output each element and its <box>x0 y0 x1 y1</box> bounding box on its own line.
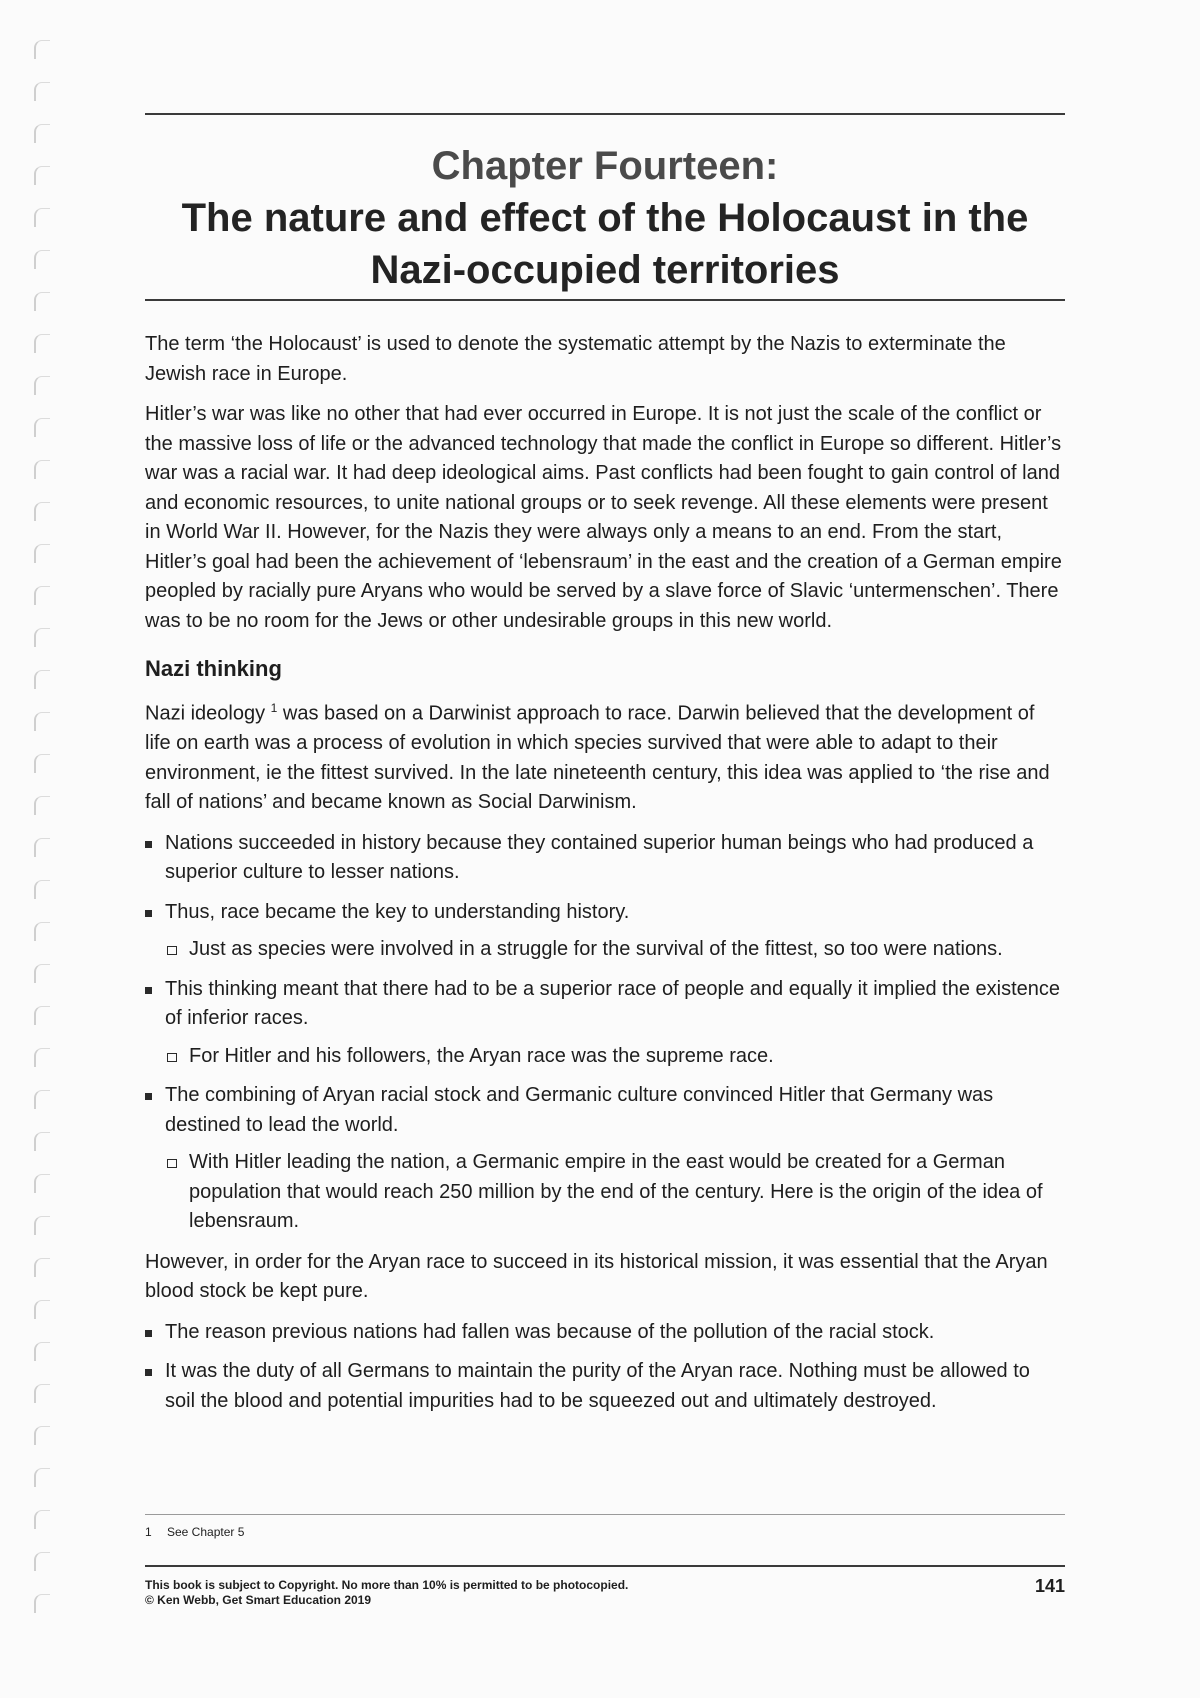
footnote-text: See Chapter 5 <box>167 1525 245 1539</box>
binding-mark <box>34 754 50 773</box>
section-heading: Nazi thinking <box>145 656 282 681</box>
binding-mark <box>34 670 50 689</box>
footnote-rule <box>145 1514 1065 1515</box>
binding-mark <box>34 1132 50 1151</box>
binding-mark <box>34 1594 50 1613</box>
binding-mark <box>34 880 50 899</box>
binding-mark <box>34 250 50 269</box>
binding-mark <box>34 1174 50 1193</box>
binding-mark <box>34 166 50 185</box>
chapter-title-line3: Nazi-occupied territories <box>370 248 840 292</box>
binding-mark <box>34 1384 50 1403</box>
sub-list-item <box>165 1042 1065 1072</box>
bullet-list-ideology <box>145 829 1065 1237</box>
bullet-text: Thus, race became the key to understanding history. <box>165 900 630 923</box>
paragraph-hitlers-war: Hitler’s war was like no other that had ever occurred in Europe. It is not just the scale of the conflict or the massive loss of life or the advanced technology that made the conflict in Europe so different. Hitler’s war was a racial war. It had deep ideological aims. Past conflicts had been fought to gain control of land and economic resources, to unite national groups or to seek revenge. All these elements were present in World War II. However, for the Nazis they were always only a means to an end. From the start, Hitler’s goal had been the achievement of ‘lebensraum’ in the east and the creation of a German empire peopled by racially pure Aryans who would be served by a slave force of Slavic ‘untermenschen’. There was to be no room for the Jews or other undesirable groups in this new world. <box>145 403 1062 632</box>
binding-mark <box>34 334 50 353</box>
footnote-reference: 1 <box>270 701 278 715</box>
bullet-list-purity <box>145 1318 1065 1417</box>
copyright-line1: This book is subject to Copyright. No more than 10% is permitted to be photocopied. <box>145 1578 629 1592</box>
bullet-text: The reason previous nations had fallen was because of the pollution of the racial stock. <box>165 1320 935 1343</box>
footer-rule <box>145 1565 1065 1567</box>
binding-mark <box>34 1426 50 1445</box>
list-item <box>145 1081 1065 1237</box>
footnote-number: 1 <box>145 1525 152 1539</box>
binding-mark <box>34 1342 50 1361</box>
chapter-body <box>145 330 1065 1427</box>
copyright-notice <box>145 1578 628 1608</box>
binding-mark <box>34 544 50 563</box>
binding-mark <box>34 124 50 143</box>
binding-mark <box>34 1258 50 1277</box>
binding-mark <box>34 586 50 605</box>
paragraph-nazi-ideology-start: Nazi ideology <box>145 702 266 725</box>
list-item <box>145 1357 1065 1416</box>
binding-mark <box>34 292 50 311</box>
title-bottom-rule <box>145 299 1065 301</box>
sub-bullet-list <box>165 935 1065 965</box>
paragraph-nazi-ideology <box>145 694 1065 818</box>
binding-mark <box>34 922 50 941</box>
binding-mark <box>34 1552 50 1571</box>
binding-mark <box>34 1090 50 1109</box>
bullet-text: The combining of Aryan racial stock and Germanic culture convinced Hitler that Germany was destined to lead the world. <box>165 1084 994 1136</box>
list-item <box>145 1318 1065 1348</box>
footnote <box>145 1525 244 1539</box>
chapter-title-line2: The nature and effect of the Holocaust in the <box>181 196 1029 240</box>
binding-mark <box>34 82 50 101</box>
sub-bullet-list <box>165 1148 1065 1237</box>
binding-mark <box>34 838 50 857</box>
binding-mark <box>34 1216 50 1235</box>
paragraph-nazi-ideology-rest: was based on a Darwinist approach to race. Darwin believed that the development of life on earth was a process of evolution in which species survived that were able to adapt to their environment, ie the fittest survived. In the late nineteenth century, this idea was applied to ‘the rise and fall of nations’ and became known as Social Darwinism. <box>145 702 1050 814</box>
binding-mark <box>34 502 50 521</box>
sub-list-item <box>165 1148 1065 1237</box>
binding-mark <box>34 40 50 59</box>
binding-mark <box>34 1510 50 1529</box>
sub-bullet-text: Just as species were involved in a struggle for the survival of the fittest, so too were nations. <box>189 938 1003 961</box>
intro-paragraph: The term ‘the Holocaust’ is used to denote the systematic attempt by the Nazis to exterminate the Jewish race in Europe. <box>145 333 1006 385</box>
binding-mark <box>34 1048 50 1067</box>
bullet-text: It was the duty of all Germans to maintain the purity of the Aryan race. Nothing must be allowed to soil the blood and potential impurities had to be squeezed out and ultimately destroyed. <box>165 1360 1030 1412</box>
binding-mark <box>34 1006 50 1025</box>
binding-marks <box>34 40 74 1640</box>
binding-mark <box>34 712 50 731</box>
binding-mark <box>34 796 50 815</box>
list-item <box>145 975 1065 1072</box>
bullet-text: Nations succeeded in history because they contained superior human beings who had produced a superior culture to lesser nations. <box>165 831 1034 884</box>
chapter-title-line1: Chapter Fourteen: <box>431 144 779 188</box>
binding-mark <box>34 1300 50 1319</box>
page-number: 141 <box>1034 1576 1065 1596</box>
sub-list-item <box>165 935 1065 965</box>
paragraph-blood-stock: However, in order for the Aryan race to succeed in its historical mission, it was essential that the Aryan blood stock be kept pure. <box>145 1250 1048 1303</box>
binding-mark <box>34 418 50 437</box>
sub-bullet-list <box>165 1042 1065 1072</box>
binding-mark <box>34 376 50 395</box>
binding-mark <box>34 208 50 227</box>
binding-mark <box>34 1468 50 1487</box>
list-item <box>145 898 1065 965</box>
list-item <box>145 829 1065 888</box>
binding-mark <box>34 964 50 983</box>
bullet-text: This thinking meant that there had to be a superior race of people and equally it implied the existence of inferior races. <box>165 977 1060 1030</box>
sub-bullet-text: For Hitler and his followers, the Aryan race was the supreme race. <box>189 1044 774 1067</box>
binding-mark <box>34 628 50 647</box>
top-rule <box>145 113 1065 115</box>
chapter-title <box>145 140 1065 296</box>
sub-bullet-text: With Hitler leading the nation, a Germanic empire in the east would be created for a German population that would reach 250 million by the end of the century. Here is the origin of the idea of lebensraum. <box>189 1151 1043 1233</box>
binding-mark <box>34 460 50 479</box>
copyright-line2: © Ken Webb, Get Smart Education 2019 <box>145 1593 372 1607</box>
